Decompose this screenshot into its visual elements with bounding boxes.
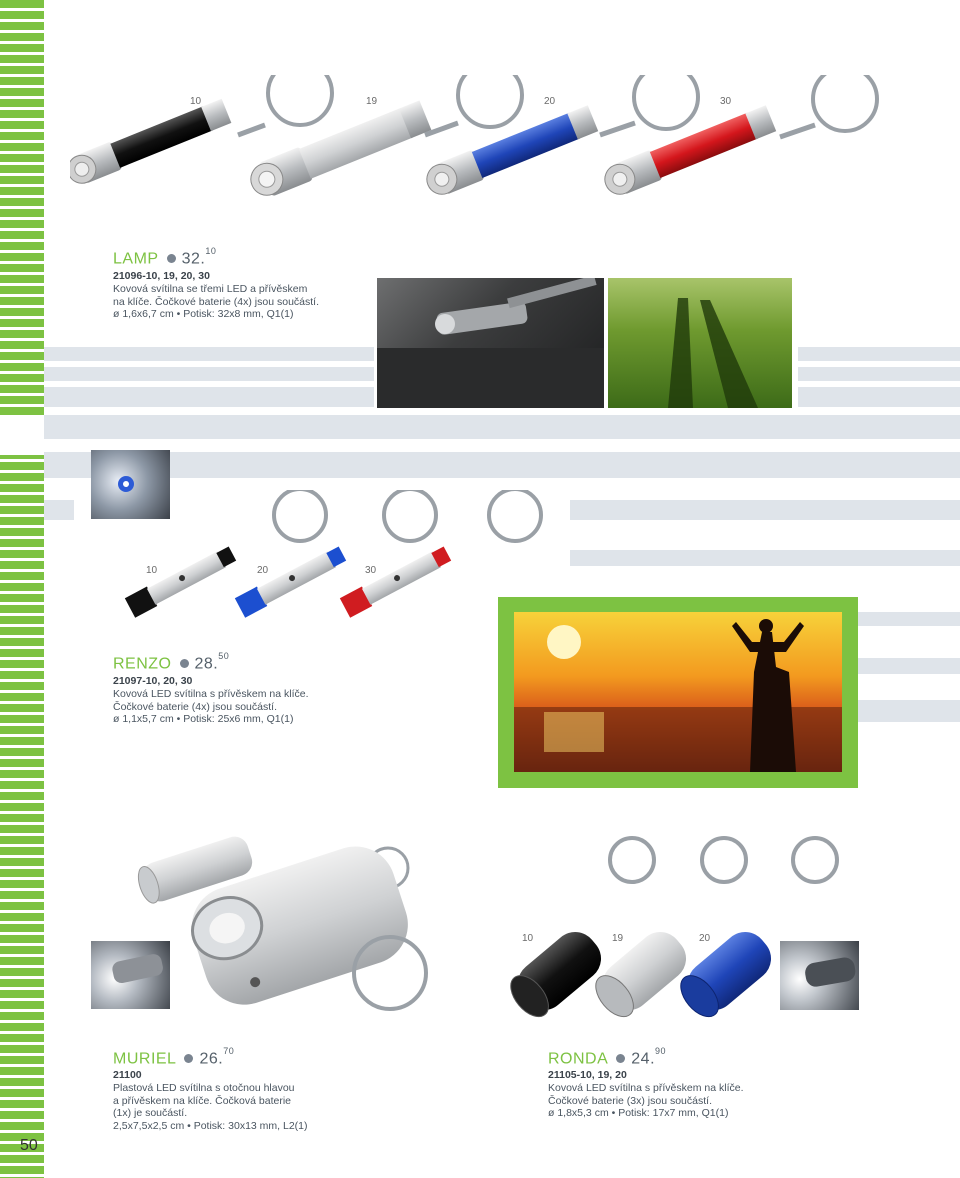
product-title <box>548 1046 667 1068</box>
gray-band <box>44 367 374 381</box>
product-description <box>548 1082 744 1120</box>
gray-band <box>798 387 960 407</box>
product-code: 21100 <box>113 1069 142 1081</box>
gray-band <box>798 347 960 361</box>
desc-line: a přívěskem na klíče. Čočková baterie <box>113 1094 291 1107</box>
product-title <box>113 651 230 673</box>
product-code: 21097-10, 20, 30 <box>113 675 193 687</box>
price-cents: 10 <box>205 246 217 256</box>
desc-line: Čočkové baterie (4x) jsou součástí. <box>113 700 277 713</box>
variant-label: 20 <box>257 565 269 576</box>
desc-line: (1x) je součástí. <box>113 1107 188 1119</box>
price: 32. <box>181 250 206 268</box>
page-number: 50 <box>20 1137 38 1154</box>
lamp-photo-toolbox <box>377 278 604 408</box>
bullet-dot <box>180 659 189 668</box>
product-name: MURIEL <box>113 1050 177 1068</box>
price: 24. <box>631 1050 656 1068</box>
stripe-gap <box>0 415 44 455</box>
price: 28. <box>194 655 219 673</box>
bullet-dot <box>616 1054 625 1063</box>
product-name: LAMP <box>113 250 159 268</box>
gray-band <box>44 415 960 439</box>
variant-label: 30 <box>720 96 732 107</box>
desc-line: Kovová svítilna se třemi LED a přívěskem <box>113 283 308 295</box>
gray-band <box>44 452 960 478</box>
sunset-photo <box>514 612 842 772</box>
price: 26. <box>199 1050 224 1068</box>
desc-line: Kovová LED svítilna s přívěskem na klíče. <box>548 1082 744 1094</box>
gray-band <box>858 612 960 626</box>
gray-band <box>44 347 374 361</box>
variant-label: 20 <box>544 96 556 107</box>
price-cents: 50 <box>218 651 230 661</box>
product-code: 21105-10, 19, 20 <box>548 1069 627 1081</box>
gray-band <box>44 387 374 407</box>
desc-line: ø 1,6x6,7 cm • Potisk: 32x8 mm, Q1(1) <box>113 308 294 320</box>
price-cents: 70 <box>223 1046 235 1056</box>
muriel-photo-light <box>91 941 170 1009</box>
product-title <box>113 246 217 268</box>
gray-band <box>858 658 960 674</box>
desc-line: na klíče. Čočkové baterie (4x) jsou součástí. <box>113 295 320 308</box>
gray-band <box>44 500 74 520</box>
variant-label: 10 <box>190 96 202 107</box>
variant-label: 10 <box>146 565 158 576</box>
variant-label: 19 <box>366 96 378 107</box>
desc-line: ø 1,8x5,3 cm • Potisk: 17x7 mm, Q1(1) <box>548 1107 729 1119</box>
desc-line: Čočkové baterie (3x) jsou součástí. <box>548 1094 712 1107</box>
product-title <box>113 1046 235 1068</box>
muriel-products-image <box>130 808 450 1030</box>
product-description <box>113 688 309 726</box>
desc-line: Kovová LED svítilna s přívěskem na klíče. <box>113 688 309 700</box>
product-code: 21096-10, 19, 20, 30 <box>113 270 210 282</box>
price-cents: 90 <box>655 1046 667 1056</box>
bullet-dot <box>184 1054 193 1063</box>
gray-band <box>858 700 960 722</box>
variant-label: 20 <box>699 933 711 944</box>
desc-line: ø 1,1x5,7 cm • Potisk: 25x6 mm, Q1(1) <box>113 713 294 725</box>
variant-label: 10 <box>522 933 534 944</box>
product-description <box>113 283 319 321</box>
product-name: RONDA <box>548 1050 609 1068</box>
gray-band <box>570 550 960 566</box>
lamp-photo-shadows <box>608 278 792 408</box>
desc-line: Plastová LED svítilna s otočnou hlavou <box>113 1082 295 1094</box>
desc-line: 2,5x7,5x2,5 cm • Potisk: 30x13 mm, L2(1) <box>113 1119 308 1132</box>
left-stripe-column <box>0 0 44 1178</box>
product-name: RENZO <box>113 655 172 673</box>
bullet-dot <box>167 254 176 263</box>
ronda-photo-light <box>780 941 859 1010</box>
gray-band <box>798 367 960 381</box>
gray-band <box>570 500 960 520</box>
variant-label: 30 <box>365 565 377 576</box>
sunset-photo-frame <box>498 597 858 788</box>
product-description <box>113 1082 308 1132</box>
variant-label: 19 <box>612 933 624 944</box>
